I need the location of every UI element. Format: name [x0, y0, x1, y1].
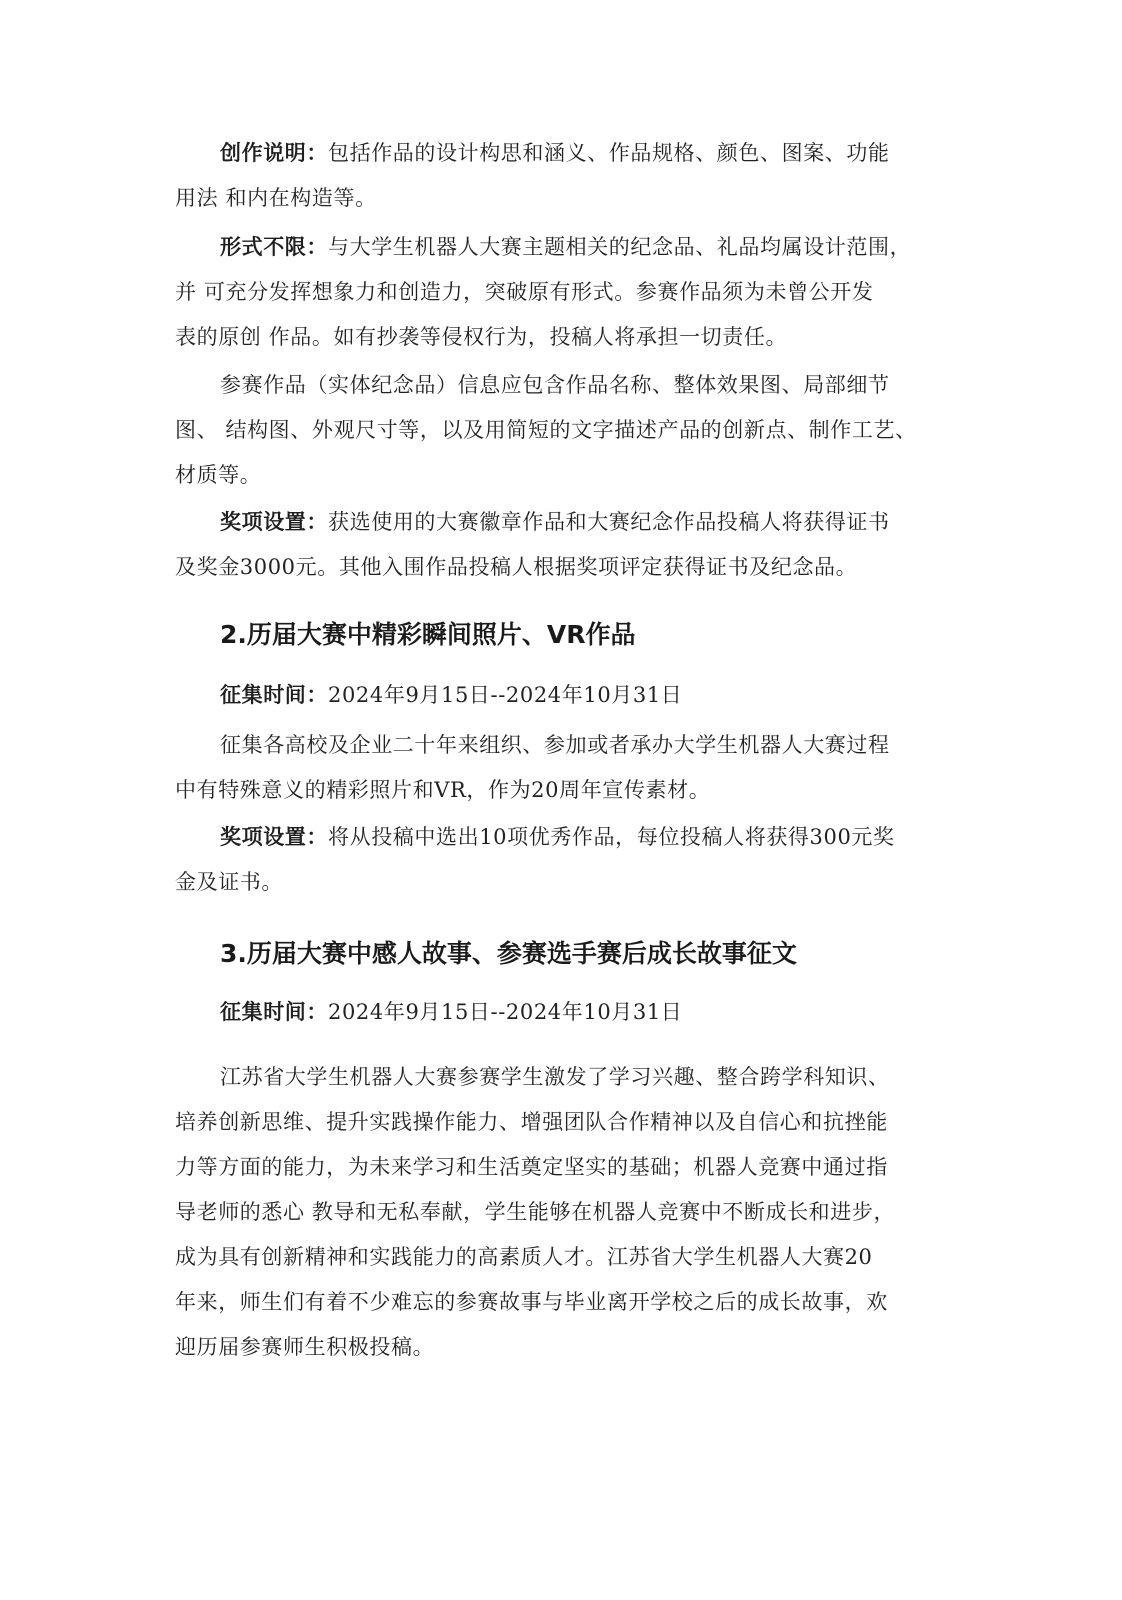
section-3-body-line-1: 江苏省大学生机器人大赛参赛学生激发了学习兴趣、整合跨学科知识、	[220, 1065, 890, 1089]
section-3-body-line-7: 迎历届参赛师生积极投稿。	[175, 1335, 435, 1359]
entry-info-line-2: 图、 结构图、外观尺寸等，以及用简短的文字描述产品的创新点、制作工艺、	[175, 418, 917, 442]
section-3-body-line-4: 导老师的悉心 教导和无私奉献，学生能够在机器人竞赛中不断成长和进步，	[175, 1200, 896, 1224]
section-2-heading: 2.历届大赛中精彩瞬间照片、VR作品	[220, 620, 636, 649]
form-note-line-2: 并 可充分发挥想象力和创造力，突破原有形式。参赛作品须为未曾公开发	[175, 280, 874, 304]
section-3-body-line-6: 年来，师生们有着不少难忘的参赛故事与毕业离开学校之后的成长故事，欢	[175, 1290, 888, 1314]
section-2-desc-line-1: 征集各高校及企业二十年来组织、参加或者承办大学生机器人大赛过程	[220, 733, 890, 757]
section-2-award-text: 将从投稿中选出10项优秀作品，每位投稿人将获得300元奖	[328, 825, 895, 849]
section-2-award-line-2: 金及证书。	[175, 870, 283, 894]
award-note-line-1	[220, 507, 890, 537]
section-3-time-value: 2024年9月15日--2024年10月31日	[328, 1000, 683, 1024]
creation-note-text: 包括作品的设计构思和涵义、作品规格、颜色、图案、功能	[328, 141, 890, 165]
section-2-time	[220, 680, 682, 710]
creation-note-label: 创作说明：	[220, 141, 328, 165]
section-2-time-label: 征集时间：	[220, 683, 328, 707]
entry-info-line-1: 参赛作品（实体纪念品）信息应包含作品名称、整体效果图、局部细节	[220, 373, 890, 397]
section-3-body-line-5: 成为具有创新精神和实践能力的高素质人才。江苏省大学生机器人大赛20	[175, 1245, 873, 1269]
section-2-time-value: 2024年9月15日--2024年10月31日	[328, 683, 683, 707]
award-note-line-2: 及奖金3000元。其他入围作品投稿人根据奖项评定获得证书及纪念品。	[175, 555, 858, 579]
form-note-text: 与大学生机器人大赛主题相关的纪念品、礼品均属设计范围，	[328, 235, 912, 259]
creation-note-line-1	[220, 138, 890, 168]
award-note-label: 奖项设置：	[220, 510, 328, 534]
section-3-time	[220, 997, 682, 1027]
section-2-award-label: 奖项设置：	[220, 825, 328, 849]
section-3-time-label: 征集时间：	[220, 1000, 328, 1024]
section-3-body-line-3: 力等方面的能力，为未来学习和生活奠定坚实的基础；机器人竞赛中通过指	[175, 1155, 888, 1179]
section-2-award-line-1	[220, 822, 895, 852]
section-3-heading: 3.历届大赛中感人故事、参赛选手赛后成长故事征文	[220, 939, 797, 968]
award-note-text: 获选使用的大赛徽章作品和大赛纪念作品投稿人将获得证书	[328, 510, 890, 534]
form-note-label: 形式不限：	[220, 235, 328, 259]
creation-note-line-2: 用法 和内在构造等。	[175, 186, 377, 210]
form-note-line-3: 表的原创 作品。如有抄袭等侵权行为，投稿人将承担一切责任。	[175, 325, 788, 349]
section-2-desc-line-2: 中有特殊意义的精彩照片和VR，作为20周年宣传素材。	[175, 778, 711, 802]
entry-info-line-3: 材质等。	[175, 463, 262, 487]
section-3-body-line-2: 培养创新思维、提升实践操作能力、增强团队合作精神以及自信心和抗挫能	[175, 1110, 888, 1134]
form-note-line-1	[220, 232, 911, 262]
